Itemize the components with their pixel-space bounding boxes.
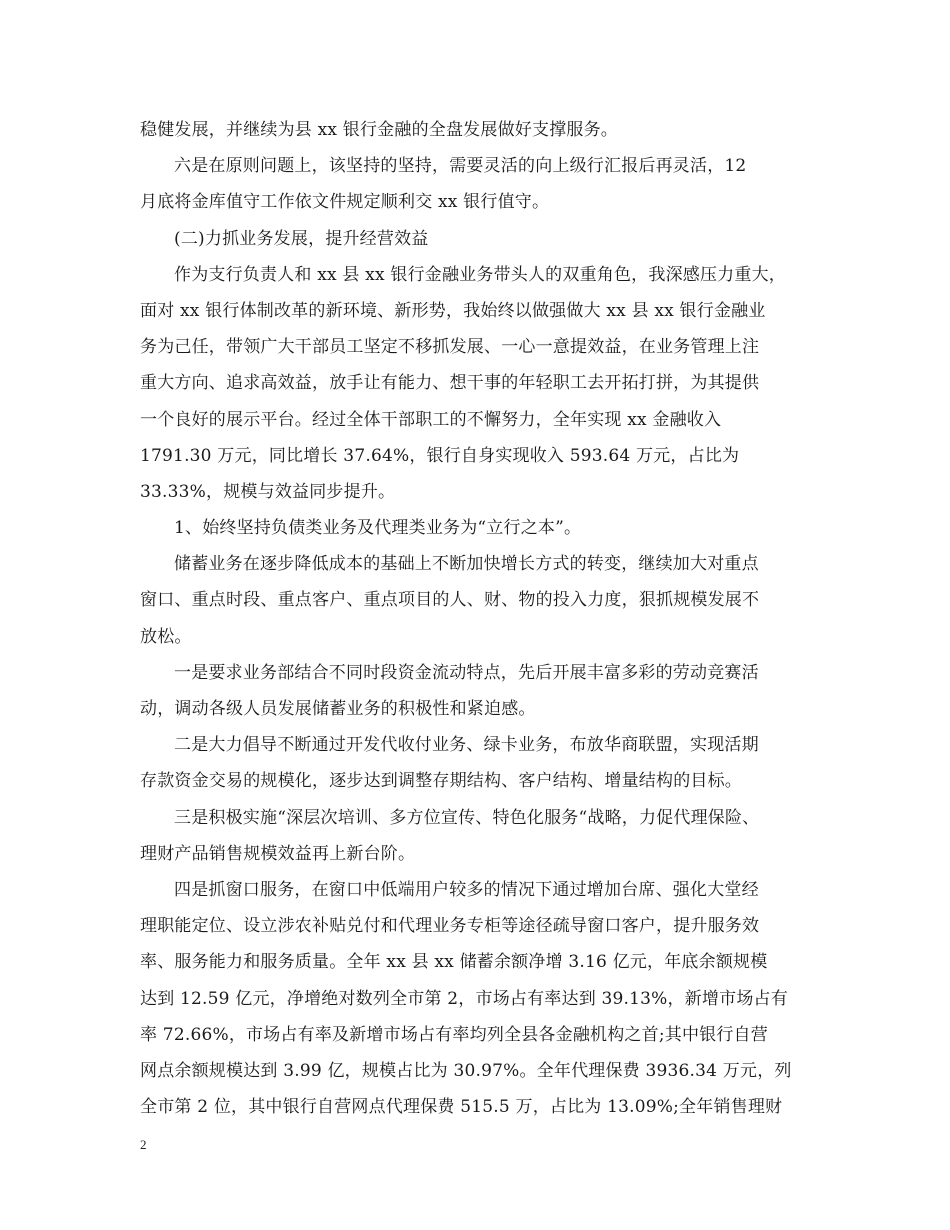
text-line: 稳健发展，并继续为县 xx 银行金融的全盘发展做好支撑服务。 xyxy=(140,120,618,140)
text-line: 率、服务能力和服务质量。全年 xx 县 xx 储蓄余额净增 3.16 亿元，年底余额规模 xyxy=(140,952,768,973)
text-line: 务为己任，带领广大干部员工坚定不移抓发展、一心一意提效益，在业务管理上注 xyxy=(140,337,760,358)
text-line: 理财产品销售规模效益再上新台阶。 xyxy=(140,843,416,864)
text-line: 33.33%，规模与效益同步提升。 xyxy=(140,481,396,502)
text-line: 率 72.66%，市场占有率及新增市场占有率均列全县各金融机构之首;其中银行自营 xyxy=(140,1024,768,1045)
text-line: 重大方向、追求高效益，放手让有能力、想干事的年轻职工去开拓打拼，为其提供 xyxy=(140,373,760,394)
text-line: 理职能定位、设立涉农补贴兑付和代理业务专柜等途径疏导窗口客户，提升服务效 xyxy=(140,916,760,937)
text-line: 一个良好的展示平台。经过全体干部职工的不懈努力，全年实现 xx 金融收入 xyxy=(140,409,722,430)
page-number: 2 xyxy=(140,1137,147,1152)
paragraph-start-line: 一是要求业务部结合不同时段资金流动特点，先后开展丰富多彩的劳动竞赛活 xyxy=(174,662,759,683)
section-heading: (二)力抓业务发展，提升经营效益 xyxy=(174,228,429,249)
text-line: 窗口、重点时段、重点客户、重点项目的人、财、物的投入力度，狠抓规模发展不 xyxy=(140,590,760,611)
paragraph-start-line: 作为支行负责人和 xx 县 xx 银行金融业务带头人的双重角色，我深感压力重大， xyxy=(174,264,786,285)
text-line: 网点余额规模达到 3.99 亿，规模占比为 30.97%。全年代理保费 3936.34 万元，列 xyxy=(140,1060,792,1081)
text-line: 面对 xx 银行体制改革的新环境、新形势，我始终以做强做大 xx 县 xx 银行金融业 xyxy=(140,300,766,321)
document-body xyxy=(140,112,820,1125)
paragraph-start-line: 六是在原则问题上，该坚持的坚持，需要灵活的向上级行汇报后再灵活，12 xyxy=(174,156,747,177)
text-line: 放松。 xyxy=(140,626,192,647)
text-line: 存款资金交易的规模化，逐步达到调整存期结构、客户结构、增量结构的目标。 xyxy=(140,771,742,792)
paragraph-start-line: 二是大力倡导不断通过开发代收付业务、绿卡业务，布放华商联盟，实现活期 xyxy=(174,735,759,756)
text-line: 动，调动各级人员发展储蓄业务的积极性和紧迫感。 xyxy=(140,699,536,719)
paragraph-start-line: 储蓄业务在逐步降低成本的基础上不断加快增长方式的转变，继续加大对重点 xyxy=(174,554,759,575)
text-line: 全市第 2 位，其中银行自营网点代理保费 515.5 万，占比为 13.09%;全年销售理财 xyxy=(140,1097,783,1118)
text-line: 达到 12.59 亿元，净增绝对数列全市第 2，市场占有率达到 39.13%，新增市场占有 xyxy=(140,988,788,1009)
text-line: 1791.30 万元，同比增长 37.64%，银行自身实现收入 593.64 万元，占比为 xyxy=(140,445,740,466)
paragraph-start-line: 三是积极实施“深层次培训、多方位宣传、特色化服务“战略，力促代理保险、 xyxy=(174,807,760,828)
text-line: 月底将金库值守工作依文件规定顺利交 xx 银行值守。 xyxy=(140,192,550,213)
paragraph-start-line: 四是抓窗口服务，在窗口中低端用户较多的情况下通过增加台席、强化大堂经 xyxy=(174,879,759,900)
subsection-heading: 1、始终坚持负债类业务及代理类业务为“立行之本”。 xyxy=(174,518,582,539)
